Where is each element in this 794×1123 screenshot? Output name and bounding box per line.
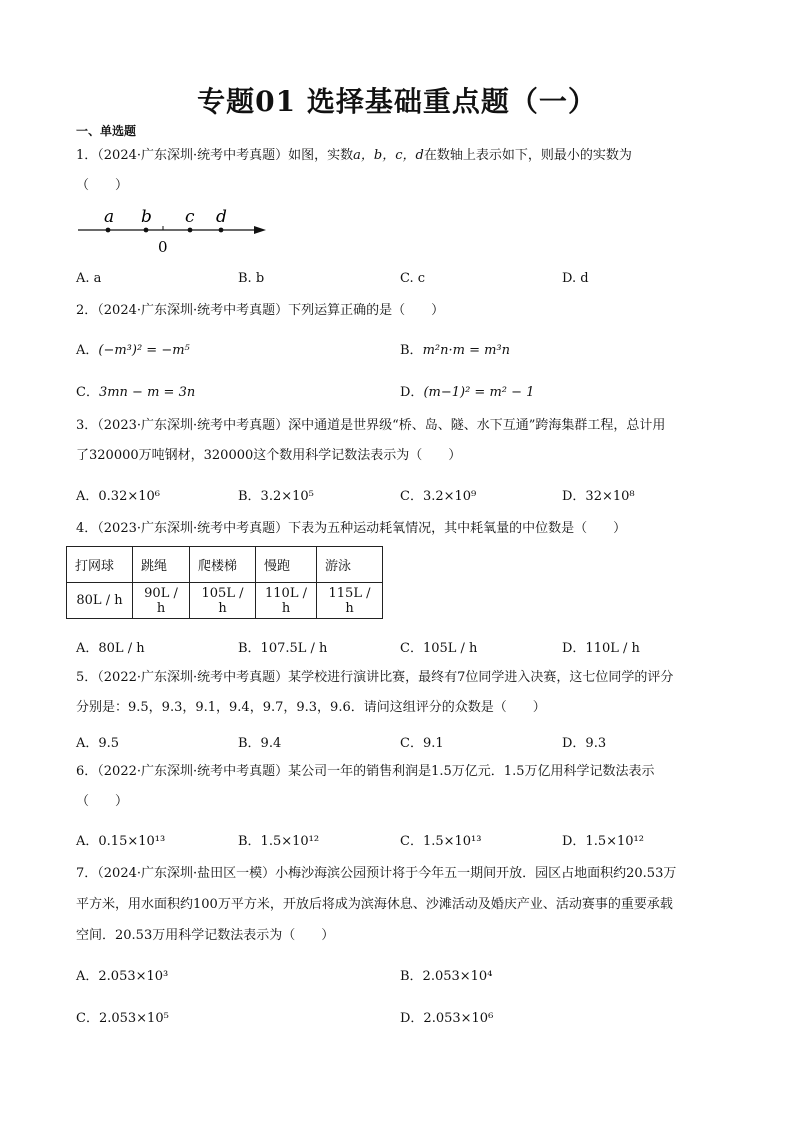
label-a: a bbox=[104, 207, 115, 227]
table-cell: 80L / h bbox=[67, 583, 133, 619]
q7-option-d: D．2.053×10⁶ bbox=[400, 1011, 494, 1026]
question-1 bbox=[76, 148, 632, 163]
q2-option-a-label: A． bbox=[76, 343, 99, 358]
q6-option-c: C．1.5×10¹³ bbox=[400, 834, 482, 849]
q3-option-d: D．32×10⁸ bbox=[562, 489, 635, 504]
q2-option-b-label: B． bbox=[400, 343, 423, 358]
q2-option-c-expr: 3mn − m = 3n bbox=[98, 385, 196, 400]
q3-option-c: C．3.2×10⁹ bbox=[400, 489, 477, 504]
q2-option-d-expr: (m−1)² = m² − 1 bbox=[423, 385, 535, 400]
q3-option-b: B．3.2×10⁵ bbox=[238, 489, 314, 504]
table-row bbox=[67, 583, 383, 619]
table-header-cell: 打网球 bbox=[67, 547, 133, 583]
label-c: c bbox=[185, 207, 195, 227]
q6-option-b: B．1.5×10¹² bbox=[238, 834, 320, 849]
q1-option-d: D. d bbox=[562, 271, 589, 286]
table-cell: 115L / h bbox=[317, 583, 383, 619]
q2-option-c-label: C． bbox=[76, 385, 99, 400]
table-cell: 110L / h bbox=[256, 583, 317, 619]
question-1-vars: a，b，c，d bbox=[353, 148, 424, 163]
q4-option-b: B．107.5L / h bbox=[238, 641, 328, 656]
point-d bbox=[219, 228, 224, 233]
question-5-line-2: 分别是：9.5，9.3，9.1，9.4，9.7，9.3，9.6．请问这组评分的众数是（ ） bbox=[76, 700, 546, 715]
point-a bbox=[106, 228, 111, 233]
q6-option-a: A．0.15×10¹³ bbox=[76, 834, 166, 849]
table-header-cell: 跳绳 bbox=[133, 547, 190, 583]
q2-option-b bbox=[400, 339, 510, 358]
q7-option-b: B．2.053×10⁴ bbox=[400, 969, 493, 984]
q4-option-a: A．80L / h bbox=[76, 641, 145, 656]
number-line-arrow-icon bbox=[254, 226, 266, 234]
question-4-text: 4．（2023·广东深圳·统考中考真题）下表为五种运动耗氧情况，其中耗氧量的中位数是（ ） bbox=[76, 521, 627, 536]
q2-option-c bbox=[76, 381, 195, 400]
q1-option-b: B. b bbox=[238, 271, 265, 286]
oxygen-table bbox=[66, 546, 383, 619]
table-cell: 90L / h bbox=[133, 583, 190, 619]
q7-option-a: A．2.053×10³ bbox=[76, 969, 169, 984]
question-6-line-2: （ ） bbox=[76, 794, 129, 809]
table-cell: 105L / h bbox=[190, 583, 256, 619]
q2-option-d bbox=[400, 381, 534, 400]
q4-option-d: D．110L / h bbox=[562, 641, 640, 656]
q2-option-b-expr: m²n·m = m³n bbox=[422, 343, 511, 358]
label-b: b bbox=[141, 207, 152, 227]
table-header-cell: 爬楼梯 bbox=[190, 547, 256, 583]
question-7-line-1: 7．（2024·广东深圳·盐田区一模）小梅沙海滨公园预计将于今年五一期间开放．园区占地面积约20.53万 bbox=[76, 866, 677, 881]
q5-option-d: D．9.3 bbox=[562, 736, 607, 751]
q6-option-d: D．1.5×10¹² bbox=[562, 834, 644, 849]
question-1-text-end: 在数轴上表示如下，则最小的实数为 bbox=[423, 148, 632, 163]
q1-option-a: A. a bbox=[76, 271, 102, 286]
q4-option-c: C．105L / h bbox=[400, 641, 478, 656]
question-7-line-2: 平方米，用水面积约100万平方米，开放后将成为滨海休息、沙滩活动及婚庆产业、活动赛事的重要承载 bbox=[76, 897, 673, 912]
table-header-row bbox=[67, 547, 383, 583]
q5-option-c: C．9.1 bbox=[400, 736, 444, 751]
q2-option-d-label: D． bbox=[400, 385, 424, 400]
label-d: d bbox=[216, 207, 227, 227]
q5-option-a: A．9.5 bbox=[76, 736, 120, 751]
question-6-line-1: 6．（2022·广东深圳·统考中考真题）某公司一年的销售利润是1.5万亿元．1.5万亿用科学记数法表示 bbox=[76, 764, 655, 779]
q5-option-b: B．9.4 bbox=[238, 736, 282, 751]
q2-option-a bbox=[76, 339, 190, 358]
label-zero: 0 bbox=[158, 238, 168, 256]
number-line-figure bbox=[70, 200, 280, 260]
question-3-line-1: 3．（2023·广东深圳·统考中考真题）深中通道是世界级“桥、岛、隧、水下互通”跨海集群工程，总计用 bbox=[76, 418, 666, 433]
section-heading: 一、单选题 bbox=[76, 124, 137, 138]
question-2-text: 2．（2024·广东深圳·统考中考真题）下列运算正确的是（ ） bbox=[76, 303, 445, 318]
q7-option-c: C．2.053×10⁵ bbox=[76, 1011, 169, 1026]
point-c bbox=[188, 228, 193, 233]
question-1-paren: （ ） bbox=[76, 178, 129, 193]
question-1-text: 1．（2024·广东深圳·统考中考真题）如图，实数 bbox=[76, 148, 354, 163]
table-header-cell: 慢跑 bbox=[256, 547, 317, 583]
q2-option-a-expr: (−m³)² = −m⁵ bbox=[98, 343, 190, 358]
question-5-line-1: 5．（2022·广东深圳·统考中考真题）某学校进行演讲比赛，最终有7位同学进入决赛，这七位同学的评分 bbox=[76, 670, 674, 685]
page-title: 专题01 选择基础重点题（一） bbox=[197, 85, 597, 118]
q3-option-a: A．0.32×10⁶ bbox=[76, 489, 160, 504]
point-b bbox=[144, 228, 149, 233]
question-3-line-2: 了320000万吨钢材，320000这个数用科学记数法表示为（ ） bbox=[76, 448, 462, 463]
table-header-cell: 游泳 bbox=[317, 547, 383, 583]
question-7-line-3: 空间．20.53万用科学记数法表示为（ ） bbox=[76, 928, 335, 943]
q1-option-c: C. c bbox=[400, 271, 426, 286]
